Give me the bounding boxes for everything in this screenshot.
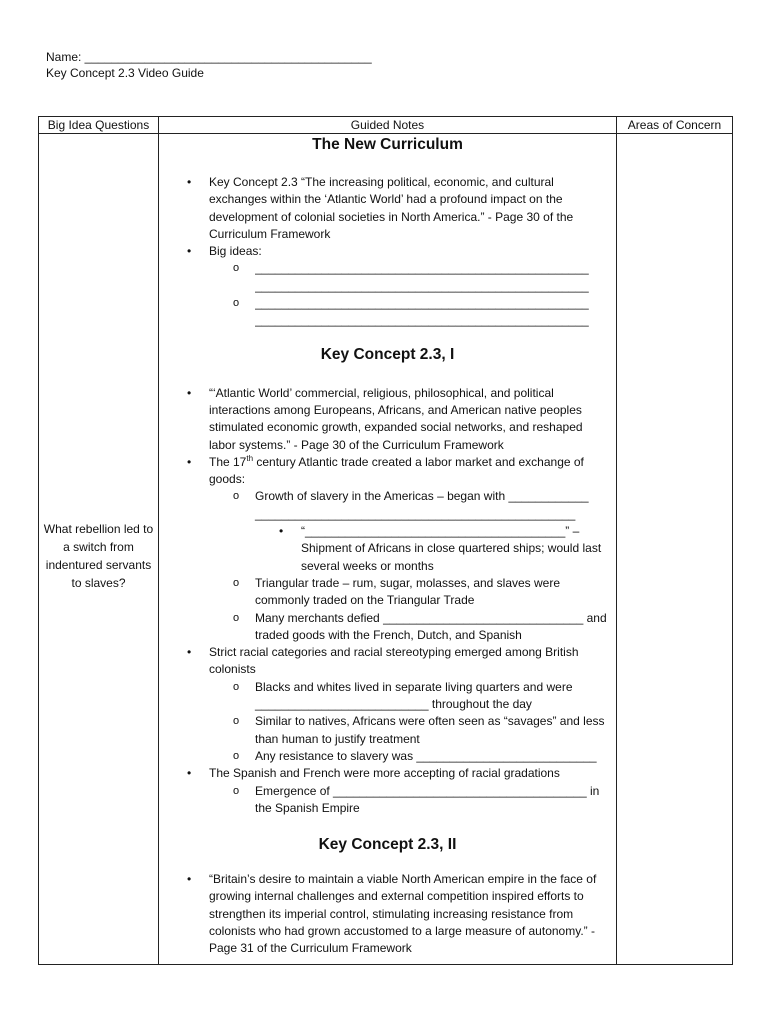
hollow-bullet-icon: o bbox=[233, 611, 240, 624]
list-item bbox=[159, 243, 616, 260]
hollow-bullet-icon: o bbox=[233, 749, 240, 762]
bullet-icon: • bbox=[187, 454, 192, 469]
guide-table bbox=[38, 116, 733, 965]
answer-blank[interactable]: __________________________________________________ bbox=[255, 278, 589, 293]
big-ideas-label: Big ideas: bbox=[209, 244, 262, 259]
bullet-icon: • bbox=[187, 645, 192, 660]
big-idea-cell bbox=[39, 134, 159, 965]
hollow-bullet-icon: o bbox=[233, 297, 240, 310]
spanish-french-text: The Spanish and French were more accepting of racial gradations bbox=[209, 766, 560, 781]
slavery-growth-text[interactable]: Growth of slavery in the Americas – began with ____________ ________________________________________________ bbox=[255, 489, 589, 521]
hollow-bullet-icon: o bbox=[233, 715, 240, 728]
column-header-big-idea: Big Idea Questions bbox=[39, 117, 159, 134]
list-item bbox=[159, 260, 616, 295]
list-item bbox=[159, 679, 616, 714]
column-header-guided-notes: Guided Notes bbox=[159, 117, 617, 134]
hollow-bullet-icon: o bbox=[233, 680, 240, 693]
list-item bbox=[159, 488, 616, 523]
bullet-icon: • bbox=[279, 524, 284, 539]
list-item bbox=[159, 871, 616, 957]
list-item bbox=[159, 575, 616, 610]
list-item bbox=[159, 783, 616, 818]
bullet-icon: • bbox=[187, 175, 192, 189]
natives-comparison-text: Similar to natives, Africans were often seen as “savages” and less than human to justify treatment bbox=[255, 714, 605, 746]
answer-blank[interactable]: __________________________________________________ bbox=[255, 296, 589, 311]
merchants-text[interactable]: Many merchants defied ______________________________ and traded goods with the French, Dutch, and Spanish bbox=[255, 610, 607, 642]
separate-quarters-text[interactable]: Blacks and whites lived in separate living quarters and were __________________________ throughout the day bbox=[255, 679, 573, 712]
hollow-bullet-icon: o bbox=[233, 262, 240, 275]
list-item bbox=[159, 385, 616, 454]
column-header-areas-of-concern: Areas of Concern bbox=[617, 117, 733, 134]
section-title-kc-ii: Key Concept 2.3, II bbox=[318, 836, 457, 854]
racial-categories-text: Strict racial categories and racial stereotyping emerged among British colonists bbox=[209, 645, 579, 677]
big-idea-question: What rebellion led to a switch from indentured servants to slaves? bbox=[43, 522, 154, 590]
hollow-bullet-icon: o bbox=[233, 576, 240, 589]
trade-text: The 17th century Atlantic trade created a labor market and exchange of goods: bbox=[209, 453, 584, 487]
triangular-trade-text: Triangular trade – rum, sugar, molasses, and slaves were commonly traded on the Triangular Trade bbox=[255, 575, 561, 608]
answer-blank[interactable]: __________________________________________________ bbox=[255, 261, 589, 276]
answer-blank[interactable]: __________________________________________________ bbox=[255, 313, 589, 328]
section-title-kc-i: Key Concept 2.3, I bbox=[320, 345, 455, 363]
bullet-icon: • bbox=[187, 766, 192, 781]
guided-notes-cell bbox=[159, 134, 617, 965]
list-item bbox=[159, 765, 616, 782]
section-title-new-curriculum: The New Curriculum bbox=[312, 136, 463, 153]
hollow-bullet-icon: o bbox=[233, 490, 240, 503]
bullet-icon: • bbox=[187, 385, 192, 400]
list-item bbox=[159, 748, 616, 765]
list-item bbox=[159, 454, 616, 489]
list-item bbox=[159, 713, 616, 748]
list-item bbox=[159, 174, 616, 243]
document-title: Key Concept 2.3 Video Guide bbox=[46, 66, 204, 80]
list-item bbox=[159, 295, 616, 330]
areas-of-concern-cell[interactable] bbox=[617, 134, 733, 965]
middle-passage-text[interactable]: “_______________________________________” – Shipment of Africans in close quartered ships; would last several weeks or months bbox=[301, 524, 602, 573]
key-concept-text: Key Concept 2.3 “The increasing political, economic, and cultural exchanges within the ‘Atlantic World’ had a profound impact on the development of colonial societies in North America.” - Page 30 of the Curriculum Framework bbox=[209, 175, 574, 241]
resistance-text[interactable]: Any resistance to slavery was ___________________________ bbox=[255, 748, 597, 763]
list-item bbox=[159, 610, 616, 645]
kc-i-quote: “‘Atlantic World’ commercial, religious, philosophical, and political interactions among Europeans, Africans, and American native peoples stimulated economic growth, expanded social networks, and reshaped labor systems.” - Page 30 of the Curriculum Framework bbox=[209, 385, 583, 452]
name-field-line[interactable]: Name: ___________________________________________ bbox=[46, 50, 372, 64]
bullet-icon: • bbox=[187, 244, 192, 259]
list-item bbox=[159, 523, 616, 575]
hollow-bullet-icon: o bbox=[233, 784, 240, 797]
bullet-icon: • bbox=[187, 872, 192, 887]
kc-ii-quote: “Britain’s desire to maintain a viable North American empire in the face of growing internal challenges and external competition inspired efforts to strengthen its imperial control, stimulating increasing resistance from colonists who had grown accustomed to a large measure of autonomy.” - Page 31 of the Curriculum Framework bbox=[209, 872, 597, 956]
emergence-text[interactable]: Emergence of ______________________________________ in the Spanish Empire bbox=[255, 783, 600, 815]
list-item bbox=[159, 644, 616, 679]
